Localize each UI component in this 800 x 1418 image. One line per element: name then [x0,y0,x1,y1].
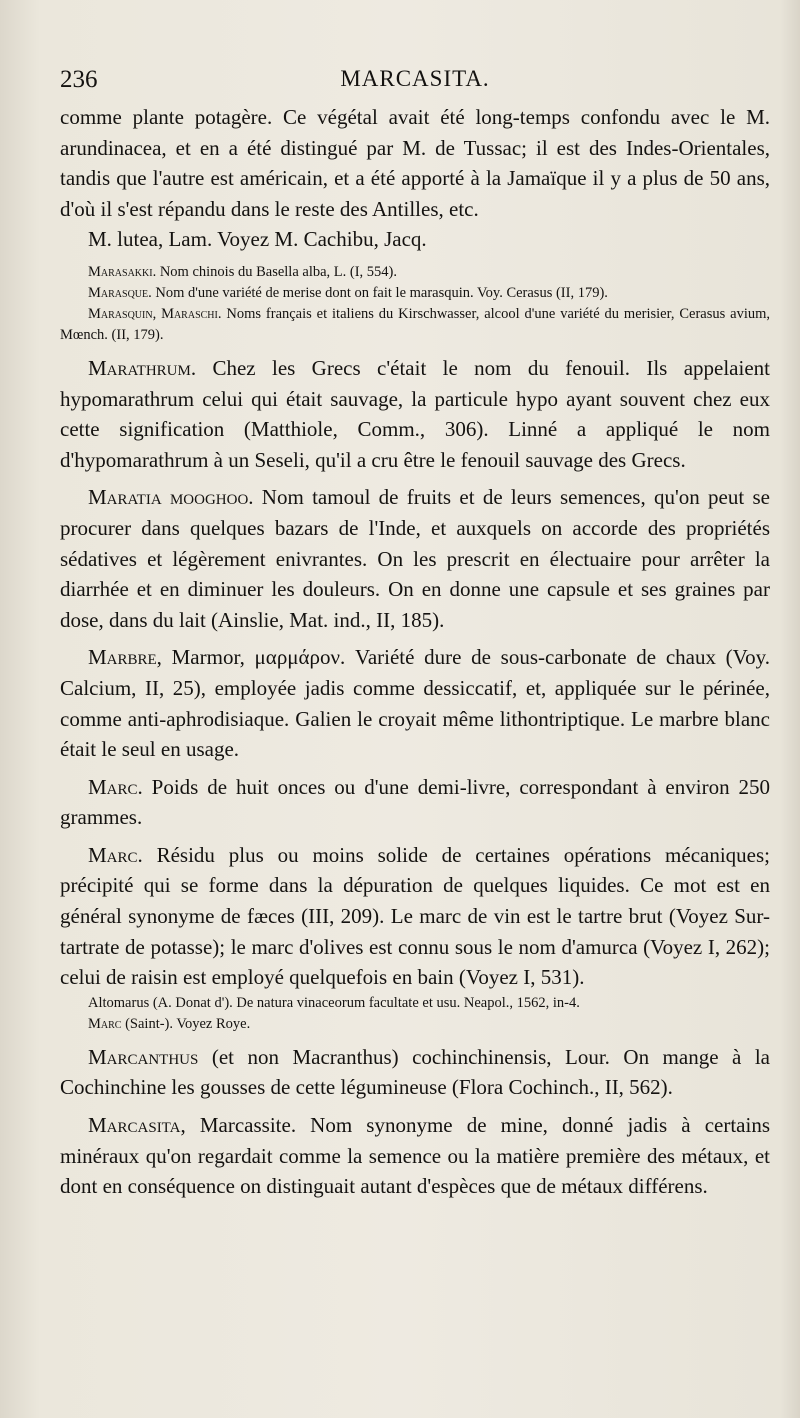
entry-headword: Marcasita, [88,1113,186,1138]
entry-paragraph: Marbre, Marmor, μαρμάρον. Variété dure de sous-carbonate de chaux (Voy. Calcium, II, 25), employée jadis comme dessiccatif, et, appliquée sur le périnée, comme anti-aphrodisiaque. Galien le croyait même lithontriptique. Le marbre blanc était le seul en usage. [60,645,770,762]
entry-paragraph: comme plante potagère. Ce végétal avait été long-temps confondu avec le M. arundinacea, et en a été distingué par M. de Tussac; il est des Indes-Orientales, tandis que l'autre est américain, et a été apporté à la Jamaïque il y a plus de 50 ans, d'où il s'est répandu dans le reste des Antilles, etc. [60,105,770,221]
entry-headword: Marasque. [88,284,152,301]
entry-headword: Marasquin, Maraschi. [88,305,222,322]
entry-headword: Marasakki. [88,263,157,280]
entry-paragraph: Marcasita, Marcassite. Nom synonyme de mine, donné jadis à certains minéraux qu'on regardait comme la semence ou la matière première des métaux, et dont en conséquence on distinguait autant d'espèces que de métaux différens. [60,1113,770,1199]
entry-headword: Marc. [88,842,143,867]
page-header [60,66,770,102]
entry-paragraph: Maratia mooghoo. Nom tamoul de fruits et de leurs semences, qu'on peut se procurer dans quelques bazars de l'Inde, et auxquels on accorde des propriétés sédatives et légèrement enivrantes. On les prescrit en électuaire pour arrêter la diarrhée et en diminuer les douleurs. On en donne une capsule et ses graines par dose, dans du lait (Ainslie, Mat. ind., II, 185). [60,485,770,632]
entry-headword: Marc. [88,774,143,799]
bibliography-reference: Altomarus (A. Donat d'). De natura vinaceorum facultate et usu. Neapol., 1562, in-4. [88,994,580,1011]
entry-headword: Marcanthus [88,1044,199,1069]
entry-paragraph: Marathrum. Chez les Grecs c'était le nom du fenouil. Ils appelaient hypomarathrum celui qui était sauvage, la particule hypo ayant souvent chez eux cette signification (Matthiole, Comm., 306). Linné a appliqué le nom d'hypomarathrum à un Seseli, qu'il a cru être le fenouil sauvage des Grecs. [60,355,770,472]
entry-paragraph: M. lutea, Lam. Voyez M. Cachibu, Jacq. [88,227,427,252]
entry-headword: Marc [88,1015,122,1032]
page-number: 236 [60,66,98,93]
entry-paragraph: Marasquin, Maraschi. Noms français et italiens du Kirschwasser, alcool d'une variété du merisier, Cerasus avium, Mœnch. (II, 179). [60,305,771,343]
entry-paragraph: Marasakki. Nom chinois du Basella alba, L. (I, 554). [88,263,398,280]
entry-paragraph: Marc. Résidu plus ou moins solide de certaines opérations mécaniques; précipité qui se forme dans la dépuration de quelques liquides. Ce mot est en général synonyme de fæces (III, 209). Le marc de vin est le tartre brut (Voyez Sur-tartrate de potasse); le marc d'olives est connu sous le nom d'amurca (Voyez I, 262); celui de raisin est employé quelquefois en bain (Voyez I, 531). [60,842,770,990]
entry-paragraph: Marasque. Nom d'une variété de merise dont on fait le marasquin. Voy. Cerasus (II, 179). [88,284,608,301]
entry-paragraph: Marcanthus (et non Macranthus) cochinchinensis, Lour. On mange à la Cochinchine les gousses de cette légumineuse (Flora Cochinch., II, 562). [60,1044,770,1100]
running-title: MARCASITA. [340,66,490,91]
entry-paragraph: Marc (Saint-). Voyez Roye. [88,1015,251,1032]
entry-paragraph: Marc. Poids de huit onces ou d'une demi-livre, correspondant à environ 250 grammes. [60,774,770,830]
entry-headword: Maratia mooghoo. [88,485,254,510]
entry-headword: Marbre, [88,645,162,670]
entry-headword: Marathrum. [88,355,197,380]
